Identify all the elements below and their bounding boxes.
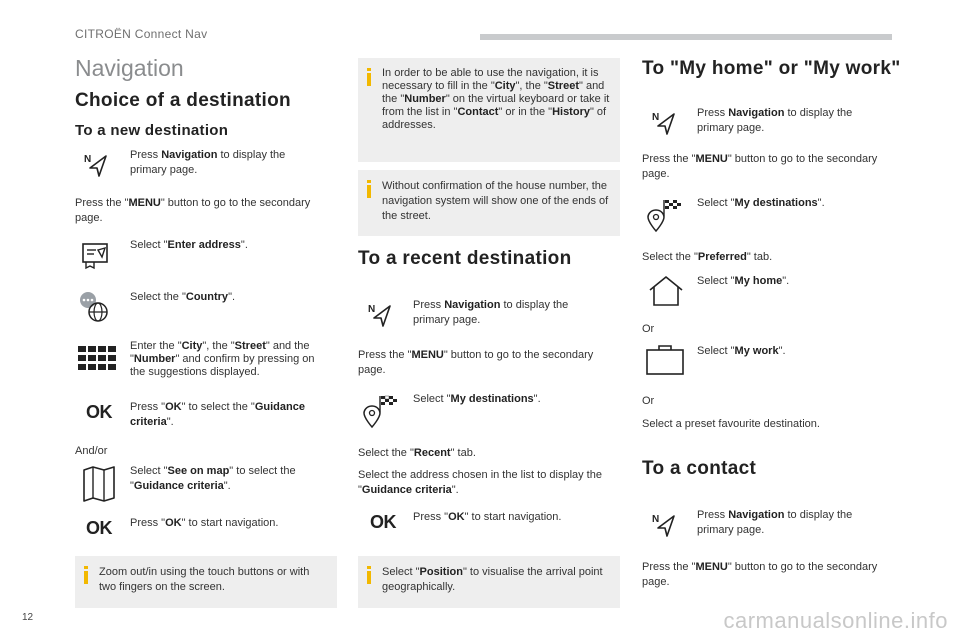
step-press-ok-start: Press "OK" to start navigation. <box>130 517 279 529</box>
navigation-icon <box>368 302 394 328</box>
step-select-my-home: Select "My home". <box>697 275 790 287</box>
info-icon <box>367 566 371 584</box>
destination-flag-icon <box>362 392 402 430</box>
step-select-my-destinations: Select "My destinations". <box>697 197 825 209</box>
or-label: Or <box>642 395 655 407</box>
ok-icon: OK <box>86 402 112 422</box>
step-select-my-destinations: Select "My destinations". <box>413 393 541 405</box>
step-press-ok-guidance: Press "OK" to select the "Guidance criteria". <box>130 401 305 428</box>
heading-choice-destination: Choice of a destination <box>75 90 291 111</box>
section-title: Navigation <box>75 55 184 81</box>
svg-text:N: N <box>652 112 660 123</box>
step-press-menu: Press the "MENU" button to go to the secondary page. <box>642 153 878 180</box>
destination-flag-icon <box>646 196 686 234</box>
step-press-navigation: Press Navigation to display the primary page. <box>697 107 853 134</box>
navigation-icon <box>84 152 110 178</box>
info-icon <box>367 68 371 86</box>
navigation-icon <box>652 512 678 538</box>
info-note-fill-address: In order to be able to use the navigation, it is necessary to fill in the "City", the "Street" and the "Number" on the virtual keyboard or take it from the list in "Contact" or in the "History" of addresses. <box>358 58 620 162</box>
and-or-label: And/or <box>75 445 108 457</box>
heading-recent-destination: To a recent destination <box>358 248 572 269</box>
or-label: Or <box>642 323 655 335</box>
step-select-preferred-tab: Select the "Preferred" tab. <box>642 251 773 263</box>
info-note-zoom: Zoom out/in using the touch buttons or with two fingers on the screen. <box>75 556 337 608</box>
info-note-position: Select "Position" to visualise the arrival point geographically. <box>358 556 620 608</box>
country-globe-icon <box>78 290 112 324</box>
ok-icon: OK <box>370 512 396 532</box>
svg-text:N: N <box>84 154 92 165</box>
subheading-new-destination: To a new destination <box>75 122 229 139</box>
step-press-menu: Press the "MENU" button to go to the secondary page. <box>642 561 878 588</box>
step-press-menu: Press the "MENU" button to go to the secondary page. <box>358 349 594 376</box>
step-select-enter-address: Select "Enter address". <box>130 239 248 251</box>
step-press-navigation: Press Navigation to display the primary page. <box>130 149 286 176</box>
step-press-menu: Press the "MENU" button to go to the secondary page. <box>75 197 311 224</box>
map-book-icon <box>82 466 116 502</box>
step-select-address-list: Select the address chosen in the list to display the "Guidance criteria". <box>358 469 602 496</box>
step-press-navigation: Press Navigation to display the primary page. <box>413 299 569 326</box>
ok-icon: OK <box>86 518 112 538</box>
navigation-icon <box>652 110 678 136</box>
step-select-preset: Select a preset favourite destination. <box>642 418 820 430</box>
document-header: CITROËN Connect Nav <box>75 27 208 41</box>
info-note-house-number: Without confirmation of the house number, the navigation system will show one of the ends of the street. <box>358 170 620 236</box>
info-icon <box>367 180 371 198</box>
step-select-see-on-map: Select "See on map" to select the "Guidance criteria". <box>130 465 296 492</box>
address-card-icon <box>80 240 110 270</box>
step-press-ok-start: Press "OK" to start navigation. <box>413 511 562 523</box>
step-select-country: Select the "Country". <box>130 291 236 303</box>
header-rule <box>480 34 892 40</box>
home-icon <box>646 274 686 308</box>
info-icon <box>84 566 88 584</box>
heading-my-home-work: To "My home" or "My work" <box>642 58 901 79</box>
step-select-my-work: Select "My work". <box>697 345 786 357</box>
work-briefcase-icon <box>644 342 686 376</box>
svg-text:N: N <box>368 304 376 315</box>
step-press-navigation: Press Navigation to display the primary page. <box>697 509 853 536</box>
keyboard-grid-icon <box>78 344 118 374</box>
heading-to-a-contact: To a contact <box>642 458 757 479</box>
step-enter-city-street-number: Enter the "City", the "Street" and the "Number" and confirm by pressing on the suggestions displayed. <box>130 340 315 378</box>
svg-text:N: N <box>652 514 660 525</box>
step-select-recent-tab: Select the "Recent" tab. <box>358 447 476 459</box>
page-number: 12 <box>22 612 34 623</box>
watermark: carmanualsonline.info <box>723 608 948 633</box>
